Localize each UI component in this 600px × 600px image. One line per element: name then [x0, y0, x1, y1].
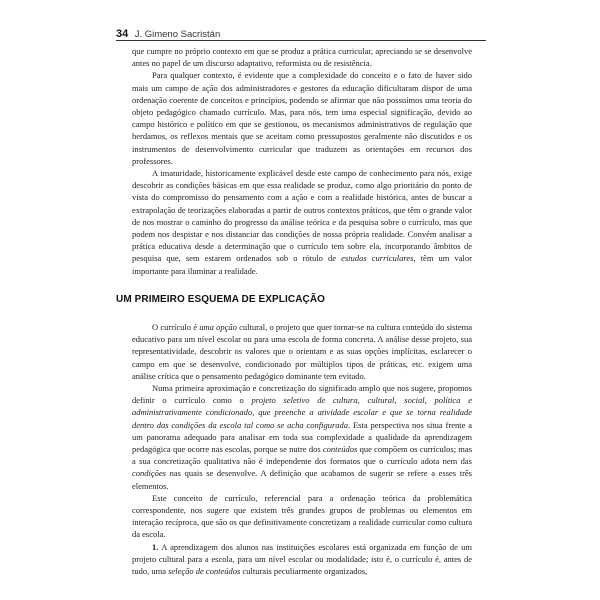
text-run: culturais peculiarmente organizados, — [240, 566, 368, 577]
body-text-top — [132, 45, 472, 277]
paragraph — [132, 492, 472, 541]
running-header — [116, 24, 486, 41]
bold-text: 1. — [152, 541, 159, 552]
text-run: que cumpre no próprio contexto em que se produz a prática curricular, apreciando se se desenvolve antes no papel de um discurso adaptativo, reformista ou de resistência. — [132, 46, 472, 69]
text-run: O currículo é — [152, 322, 200, 332]
italic-text: seleção de conteúdos — [168, 566, 241, 577]
text-run: que compõem os currículos; mas a sua concretização qualitativa não é independente dos formatos que o currículo adota nem das — [132, 444, 472, 467]
text-run: A aprendizagem dos alunos nas instituições escolares está organizada em função de um projeto cultural para a escola, para um nível escolar ou modalidade; isto é, o currículo é, antes de tudo, uma — [132, 541, 472, 577]
text-run: nas quais se desenvolve. A definição que acabamos de sugerir se refere a esses três elementos. — [132, 468, 472, 491]
text-run: Este conceito de currículo, referencial para a ordenação teórica da problemática correspondente, nos sugere que existem três grandes grupos de problemas ou elementos em interação recíproca, que são os que definitivamente concretizam a realidade curricular como cultura da escola. — [132, 492, 472, 540]
text-run: Numa primeira aproximação e concretização do significado amplo que nos sugere, propomos definir o currículo como o — [132, 383, 472, 406]
text-run: . Esta perspectiva nos situa frente a um panorama adequado para analisar em toda sua complexidade a qualidade da aprendizagem pedagógica que ocorre nas escolas, porque se nutre dos — [132, 419, 472, 455]
page-number: 34 — [116, 28, 129, 40]
italic-text: projeto seletivo de cultura, cultural, social, política e administrativamente condicionado, que preenche a atividade escolar e que se torna realidade dentro das condições da escola tal como se acha configurada — [132, 395, 472, 430]
text-run: , têm um valor importante para iluminar a realidade. — [132, 253, 472, 276]
paragraph — [132, 167, 472, 277]
italic-text: estudos curriculares — [341, 253, 414, 264]
text-run: A imaturidade, historicamente explicável desde este campo de conhecimento para nós, exige descobrir as condições básicas em que essa realidade se produz, como algo prioritário do ponto de vista do compromisso do pensamento com a ação e com a realidade histórica, antes de buscar a extrapolação de teorizações elaboradas a partir de outros contextos práticos, que têm o grande valor de nos mostrar o caminho do progresso da análise teórica e da pesquisa sobre o currículo, mas que podem nos despistar e nos distanciar das condições de nossa própria realidade. Convém analisar a prática educativa desde a determinação que o currículo tem sobre ela, incorporando âmbitos de pesquisa que, sem estarem ordenados sob o rótulo de — [132, 168, 472, 264]
body-text-bottom — [132, 321, 472, 577]
running-head-author: J. Gimeno Sacristán — [134, 29, 221, 40]
paragraph — [132, 321, 472, 382]
italic-text: condições — [132, 468, 166, 479]
text-run: cultural, o projeto que quer tornar-se na cultura conteúdo do sistema educativo para um nível escolar ou para uma escola de forma concreta. A análise desse projeto, sua representatividade, descobrir os valores que o orientam e as suas opções implícitas, esclarecer o campo em que se desenvolve, condicionado por múltiplos tipos de práticas, etc. exigem uma análise crítica que o pensamento pedagógico dominante tem evitado. — [132, 322, 472, 381]
paragraph — [132, 541, 472, 578]
text-run: Para qualquer contexto, é evidente que a complexidade do conceito e o fato de haver sido mais um campo de ação dos administradores e gestores da educação dificultaram dispor de uma ordenação coerente de conceitos e princípios, podendo se afirmar que não possuímos uma teoria do objeto pedagógico chamado currículo. Mas, para nós, tem uma especial significação, devido ao campo histórico e político em que se gestionou, os mecanismos administrativos de regulação que herdamos, os reflexos mentais que se aceitam como pressupostos geralmente não discutidos e os instrumentos de desenvolvimento curricular que traduzem as orientações em recursos dos professores. — [132, 70, 472, 166]
paragraph — [132, 69, 472, 167]
paragraph — [132, 45, 472, 69]
italic-text: uma opção — [199, 322, 237, 332]
italic-text: conteúdos — [322, 444, 358, 455]
section-heading: UM PRIMEIRO ESQUEMA DE EXPLICAÇÃO — [116, 294, 326, 305]
paragraph — [132, 382, 472, 492]
